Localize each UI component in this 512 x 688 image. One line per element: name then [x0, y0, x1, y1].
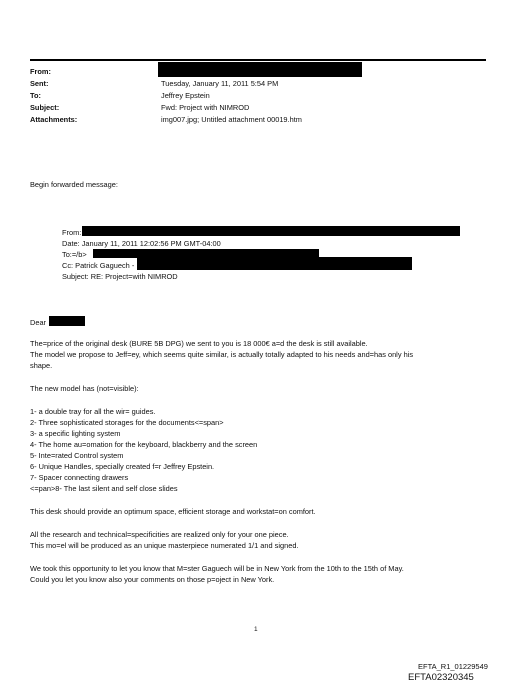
list-item: 5- Inte=rated Control system [30, 451, 124, 460]
attachments-label: Attachments: [30, 115, 78, 124]
list-item: 6- Unique Handles, specially created f=r Jeffrey Epstein. [30, 462, 215, 471]
footer-ref-primary: EFTA_R1_01229549 [418, 662, 488, 671]
paragraph-price: The=price of the original desk (BURE 5B DPG) we sent to you is 18 000€ a=d the desk is still available. [30, 339, 368, 348]
list-item: 2- Three sophisticated storages for the documents<=span> [30, 418, 224, 427]
forward-subject: Subject: RE: Project=with NIMROD [62, 272, 178, 281]
list-item: 4- The home au=omation for the keyboard, blackberry and the screen [30, 440, 258, 449]
list-item: 7- Spacer connecting drawers [30, 473, 129, 482]
forward-from-label: From: [62, 228, 82, 237]
forward-date: Date: January 11, 2011 12:02:56 PM GMT-04:00 [62, 239, 221, 248]
from-label: From: [30, 67, 51, 76]
paragraph-model-line1: The model we propose to Jeff=ey, which seems quite similar, is actually totally adapted to his needs and=has only his [30, 350, 414, 359]
to-label: To: [30, 91, 41, 100]
redacted-forward-cc [137, 257, 412, 270]
to-value: Jeffrey Epstein [161, 91, 210, 100]
subject-value: Fwd: Project with NIMROD [161, 103, 250, 112]
forward-to: To:=/b> [62, 250, 87, 259]
forward-cc: Cc: Patrick Gaguech - [62, 261, 135, 270]
paragraph-comfort: This desk should provide an optimum space, efficient storage and workstat=on comfort. [30, 507, 316, 516]
greeting: Dear [30, 318, 47, 327]
paragraph-comments: Could you let you know also your comments on those p=oject in New York. [30, 575, 275, 584]
header-rule [30, 59, 486, 61]
sent-value: Tuesday, January 11, 2011 5:54 PM [161, 79, 279, 88]
list-item: 1- a double tray for all the wir= guides. [30, 407, 156, 416]
new-model-heading: The new model has (not=visible): [30, 384, 139, 393]
redacted-sender [158, 62, 362, 77]
sent-label: Sent: [30, 79, 49, 88]
footer-ref-secondary: EFTA02320345 [408, 672, 474, 683]
forward-intro: Begin forwarded message: [30, 180, 118, 189]
subject-label: Subject: [30, 103, 60, 112]
page-number: 1 [254, 626, 258, 633]
attachments-value: img007.jpg; Untitled attachment 00019.htm [161, 115, 302, 124]
paragraph-research: All the research and technical=specificities are realized only for your one piece. [30, 530, 289, 539]
list-item: 3- a specific lighting system [30, 429, 121, 438]
paragraph-masterpiece: This mo=el will be produced as an unique masterpiece numerated 1/1 and signed. [30, 541, 299, 550]
list-item: <=pan>8- The last silent and self close slides [30, 484, 178, 493]
redacted-recipient-name [49, 316, 85, 326]
paragraph-visit: We took this opportunity to let you know that M=ster Gaguech will be in New York from the 10th to the 15th of May. [30, 564, 404, 573]
redacted-forward-from [82, 226, 460, 236]
paragraph-model-line2: shape. [30, 361, 53, 370]
